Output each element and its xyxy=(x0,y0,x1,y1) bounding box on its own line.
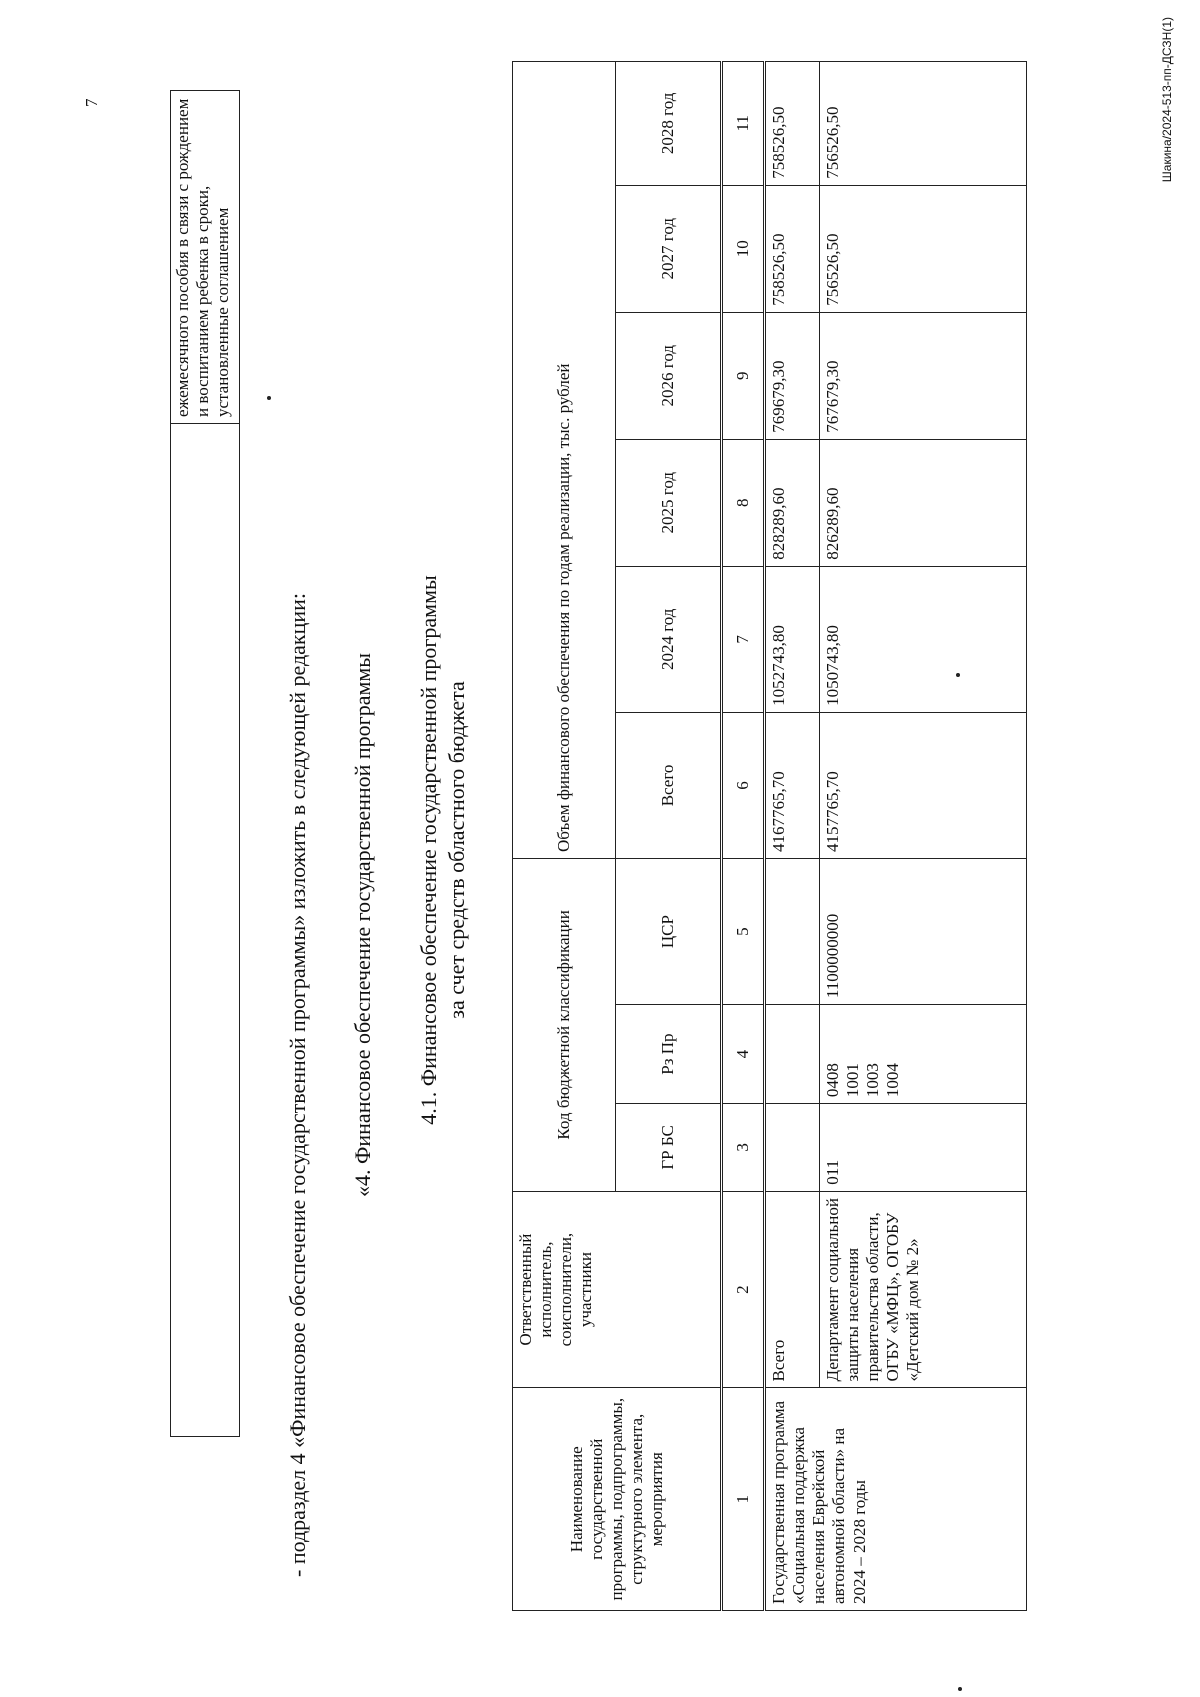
column-number: 8 xyxy=(722,439,765,566)
column-number: 9 xyxy=(722,312,765,439)
rzpr-code: 0408 xyxy=(822,1063,842,1098)
header-funding: Объем финансового обеспечения по годам реализации, тыс. рублей xyxy=(513,62,616,859)
executor-cell: Департамент социальной защиты населения правительства области, ОГБУ «МФЦ», ОГОБУ «Детский дом № 2» xyxy=(819,1191,1026,1388)
column-number: 10 xyxy=(722,185,765,312)
header-name: Наименование государственной программы, подпрограммы, структурного элемента, мероприятия xyxy=(513,1388,722,1611)
header-2027: 2027 год xyxy=(615,185,722,312)
csr-cell: 1100000000 xyxy=(819,859,1026,1005)
value-2024-cell: 1052743,80 xyxy=(765,566,819,712)
rzpr-cell xyxy=(765,1005,819,1104)
program-name: Государственная программа «Социальная поддержка населения Еврейской автономной области» на 2024 – 2028 годы xyxy=(765,1388,1027,1611)
header-total: Всего xyxy=(615,712,722,858)
value-2028-cell: 756526,50 xyxy=(819,62,1026,186)
previous-table-continuation xyxy=(170,90,240,1437)
header-2026: 2026 год xyxy=(615,312,722,439)
header-rzpr: Рз Пр xyxy=(615,1005,722,1104)
total-cell: 4157765,70 xyxy=(819,712,1026,858)
value-2026-cell: 769679,30 xyxy=(765,312,819,439)
document-code: Шакина/2024-513-пп-ДСЗН(1) xyxy=(1160,17,1174,183)
table-row-department xyxy=(819,62,1026,1611)
column-number: 11 xyxy=(722,62,765,186)
rzpr-cell xyxy=(819,1005,1026,1104)
scan-speck xyxy=(958,1687,962,1691)
grbs-cell xyxy=(765,1104,819,1192)
column-number: 4 xyxy=(722,1005,765,1104)
value-2027-cell: 758526,50 xyxy=(765,185,819,312)
header-grbs: ГР БС xyxy=(615,1104,722,1192)
table-cell-text: ежемесячного пособия в связи с рождением и воспитанием ребенка в сроки, установленные соглашением xyxy=(171,91,240,424)
header-2025: 2025 год xyxy=(615,439,722,566)
subsection-heading-line-1: 4.1. Финансовое обеспечение государственной программы xyxy=(416,575,441,1125)
total-cell: 4167765,70 xyxy=(765,712,819,858)
subsection-heading xyxy=(415,400,470,1300)
column-number: 6 xyxy=(722,712,765,858)
section-heading: «4. Финансовое обеспечение государственной программы xyxy=(350,652,375,1197)
value-2026-cell: 767679,30 xyxy=(819,312,1026,439)
subsection-instruction: - подраздел 4 «Финансовое обеспечение государственной программы» изложить в следующей редакции: xyxy=(285,592,310,1577)
header-2028: 2028 год xyxy=(615,62,722,186)
rzpr-code: 1001 xyxy=(842,1063,862,1098)
executor-cell: Всего xyxy=(765,1191,819,1388)
column-number: 1 xyxy=(722,1388,765,1611)
scan-speck xyxy=(956,673,960,677)
header-csr: ЦСР xyxy=(615,859,722,1005)
column-number-row xyxy=(722,62,765,1611)
csr-cell xyxy=(765,859,819,1005)
column-number: 2 xyxy=(722,1191,765,1388)
value-2025-cell: 826289,60 xyxy=(819,439,1026,566)
table-row xyxy=(171,91,240,1437)
value-2028-cell: 758526,50 xyxy=(765,62,819,186)
table-header-row xyxy=(513,62,616,1611)
column-number: 5 xyxy=(722,859,765,1005)
table-row-total xyxy=(765,62,819,1611)
rzpr-code: 1003 xyxy=(862,1063,882,1098)
page-number: 7 xyxy=(82,98,101,107)
grbs-cell: 011 xyxy=(819,1104,1026,1192)
financing-table xyxy=(512,61,1027,1611)
scan-speck xyxy=(267,396,271,400)
value-2024-cell: 1050743,80 xyxy=(819,566,1026,712)
subsection-heading-line-2: за счет средств областного бюджета xyxy=(443,681,469,1019)
header-budget-code: Код бюджетной классификации xyxy=(513,859,616,1192)
header-executor: Ответственный исполнитель, соисполнители, участники xyxy=(513,1191,722,1388)
value-2027-cell: 756526,50 xyxy=(819,185,1026,312)
value-2025-cell: 828289,60 xyxy=(765,439,819,566)
rzpr-code: 1004 xyxy=(882,1063,902,1098)
header-2024: 2024 год xyxy=(615,566,722,712)
column-number: 3 xyxy=(722,1104,765,1192)
column-number: 7 xyxy=(722,566,765,712)
table-cell-empty xyxy=(171,424,240,1437)
